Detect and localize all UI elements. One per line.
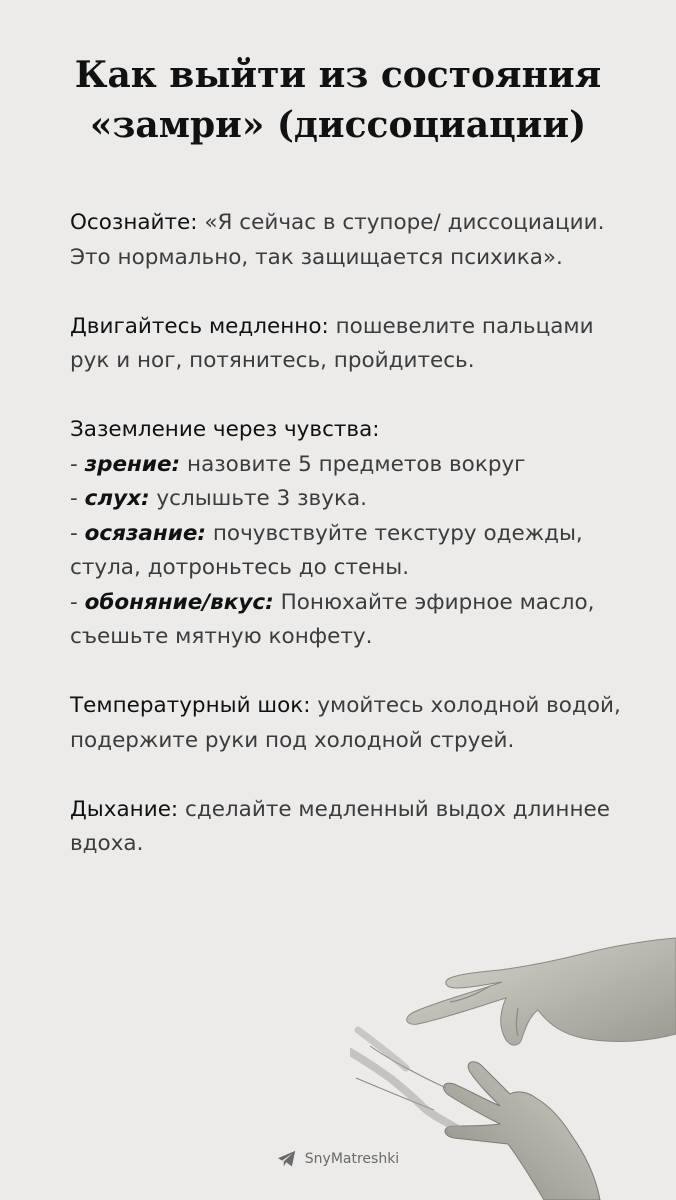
- list-dash: -: [70, 451, 85, 477]
- sense-item-hearing: [70, 482, 630, 517]
- title-line-1: Как выйти из состояния: [74, 54, 602, 96]
- footer-credit: [0, 1150, 676, 1168]
- sense-label-touch: осязание:: [84, 520, 207, 546]
- sense-text-smell-taste: Понюхайте эфирное масло, съешьте мятную конфету.: [70, 589, 595, 649]
- tips-content: [70, 206, 630, 896]
- tip-temp-text: умойтесь холодной водой, подержите руки под холодной струей.: [70, 693, 621, 753]
- telegram-icon: [277, 1150, 297, 1168]
- tip-aware-text: «Я сейчас в ступоре/ диссоциации. Это нормально, так защищается психика».: [70, 210, 605, 270]
- sense-item-touch: [70, 517, 630, 586]
- sense-label-sight: зрение:: [84, 451, 181, 477]
- lower-hand-icon: [444, 1062, 600, 1200]
- list-dash: -: [70, 589, 85, 615]
- sense-item-sight: [70, 448, 630, 483]
- sense-text-touch: почувствуйте текстуру одежды, стула, дотроньтесь до стены.: [70, 520, 583, 580]
- list-dash: -: [70, 486, 85, 511]
- tip-move-label: Двигайтесь медленно:: [70, 313, 329, 339]
- tip-temp-label: Температурный шок:: [70, 693, 311, 718]
- tip-ground: [70, 413, 630, 655]
- upper-hand-icon: [407, 938, 676, 1045]
- tip-breath-label: Дыхание:: [70, 796, 179, 822]
- sense-label-smell-taste: обоняние/вкус:: [84, 589, 274, 615]
- tip-breath-text: сделайте медленный выдох длиннее вдоха.: [70, 796, 610, 856]
- list-dash: -: [70, 520, 85, 546]
- tip-ground-label: Заземление через чувства:: [70, 417, 380, 442]
- footer-handle: SnyMatreshki: [304, 1151, 400, 1167]
- sense-text-hearing: услышьте 3 звука.: [156, 486, 367, 511]
- tip-aware-label: Осознайте:: [70, 210, 198, 235]
- sense-text-sight: назовите 5 предметов вокруг: [187, 451, 526, 477]
- sense-item-smell-taste: [70, 586, 630, 655]
- sense-label-hearing: слух:: [84, 486, 150, 511]
- page-title: [0, 50, 676, 150]
- tip-aware: [70, 206, 630, 275]
- tip-breath: [70, 793, 630, 862]
- tip-move-text: пошевелите пальцами рук и ног, потянитесь, пройдитесь.: [70, 313, 594, 373]
- tip-temp: [70, 689, 630, 758]
- tip-move: [70, 310, 630, 379]
- title-line-2: «замри» (диссоциации): [89, 104, 587, 146]
